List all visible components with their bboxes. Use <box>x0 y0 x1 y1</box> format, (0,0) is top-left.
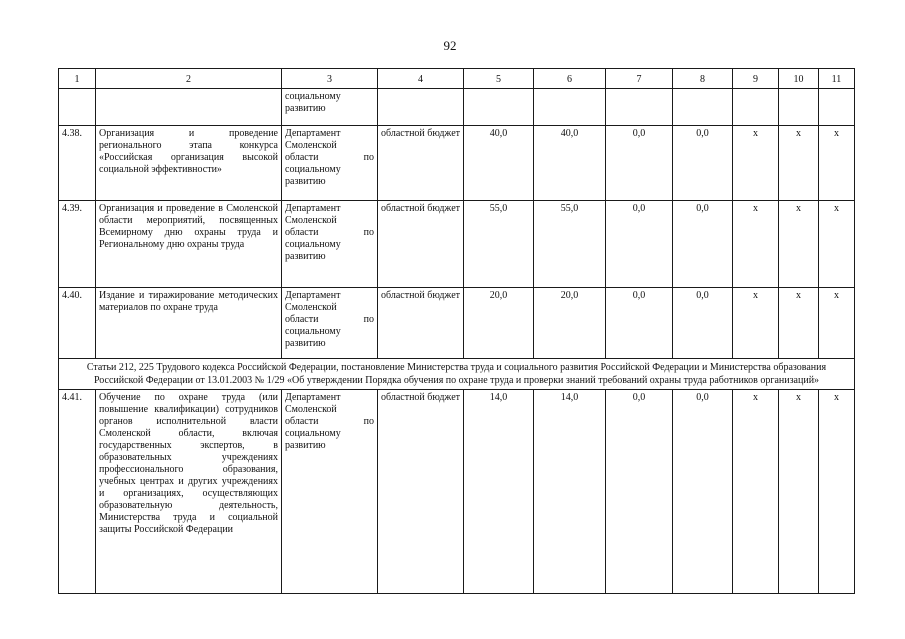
value-col-8: 0,0 <box>673 390 733 594</box>
column-number: 1 <box>59 69 96 89</box>
value-col-7: 0,0 <box>606 126 673 201</box>
activity-description: Организация и проведение в Смоленской области мероприятий, посвященных Всемирному дню охраны труда и Региональному дню охраны труда <box>96 201 282 288</box>
value-col-9: х <box>733 390 779 594</box>
value-col-7: 0,0 <box>606 201 673 288</box>
department-cell: Департамент Смоленской области по социальному развитию <box>282 201 378 288</box>
value-col-6: 20,0 <box>534 288 606 359</box>
value-col-6: 14,0 <box>534 390 606 594</box>
column-number: 4 <box>378 69 464 89</box>
value-col-8: 0,0 <box>673 201 733 288</box>
value-col-11: х <box>819 126 855 201</box>
value-col-11: х <box>819 201 855 288</box>
value-col-8: 0,0 <box>673 126 733 201</box>
value-col-9: х <box>733 126 779 201</box>
department-cell: Департамент Смоленской области по социальному развитию <box>282 126 378 201</box>
department-cell: социальному развитию <box>282 89 378 126</box>
column-number: 2 <box>96 69 282 89</box>
table-row <box>59 201 855 288</box>
value-col-10: х <box>779 390 819 594</box>
funding-source: областной бюджет <box>378 201 464 288</box>
value-col-9: х <box>733 288 779 359</box>
value-col-11: х <box>819 390 855 594</box>
value-col-7: 0,0 <box>606 288 673 359</box>
value-col-7: 0,0 <box>606 390 673 594</box>
activity-description: Издание и тиражирование методических материалов по охране труда <box>96 288 282 359</box>
department-cell: Департамент Смоленской области по социальному развитию <box>282 390 378 594</box>
funding-source: областной бюджет <box>378 288 464 359</box>
activity-description: Организация и проведение регионального этапа конкурса «Российская организация высокой социальной эффективности» <box>96 126 282 201</box>
column-number: 7 <box>606 69 673 89</box>
table-row <box>59 390 855 594</box>
value-col-10: х <box>779 201 819 288</box>
law-reference-row <box>59 359 855 390</box>
column-number: 9 <box>733 69 779 89</box>
column-number: 8 <box>673 69 733 89</box>
table-row <box>59 126 855 201</box>
table-row-continuation <box>59 89 855 126</box>
row-number: 4.41. <box>59 390 96 594</box>
program-activities-table <box>58 68 855 594</box>
value-col-5: 55,0 <box>464 201 534 288</box>
value-col-11: х <box>819 288 855 359</box>
value-col-5: 20,0 <box>464 288 534 359</box>
value-col-5: 14,0 <box>464 390 534 594</box>
value-col-10: х <box>779 288 819 359</box>
value-col-6: 55,0 <box>534 201 606 288</box>
activity-description: Обучение по охране труда (или повышение квалификации) сотрудников органов исполнительной власти Смоленской области, включая государственных экспертов, в образовательных учреждениях профессионального образования, учебных центрах и других учреждениях и организациях, осуществляющих образовательную деятельность, Министерства труда и социальной защиты Российской Федерации <box>96 390 282 594</box>
value-col-5: 40,0 <box>464 126 534 201</box>
funding-source: областной бюджет <box>378 126 464 201</box>
value-col-9: х <box>733 201 779 288</box>
table-row <box>59 288 855 359</box>
value-col-8: 0,0 <box>673 288 733 359</box>
department-cell: Департамент Смоленской области по социальному развитию <box>282 288 378 359</box>
page-number: 92 <box>443 38 457 53</box>
column-number-row <box>59 69 855 89</box>
law-reference-text: Статьи 212, 225 Трудового кодекса Российской Федерации, постановление Министерства труда и социального развития Российской Федерации и Министерства образования Российской Федерации от 13.01.2003 № 1/29 «Об утверждении Порядка обучения по охране труда и проверки знаний требований охраны труда работников организаций» <box>59 359 855 390</box>
row-number: 4.40. <box>59 288 96 359</box>
value-col-10: х <box>779 126 819 201</box>
column-number: 5 <box>464 69 534 89</box>
column-number: 6 <box>534 69 606 89</box>
row-number: 4.39. <box>59 201 96 288</box>
column-number: 11 <box>819 69 855 89</box>
column-number: 3 <box>282 69 378 89</box>
column-number: 10 <box>779 69 819 89</box>
row-number: 4.38. <box>59 126 96 201</box>
value-col-6: 40,0 <box>534 126 606 201</box>
funding-source: областной бюджет <box>378 390 464 594</box>
